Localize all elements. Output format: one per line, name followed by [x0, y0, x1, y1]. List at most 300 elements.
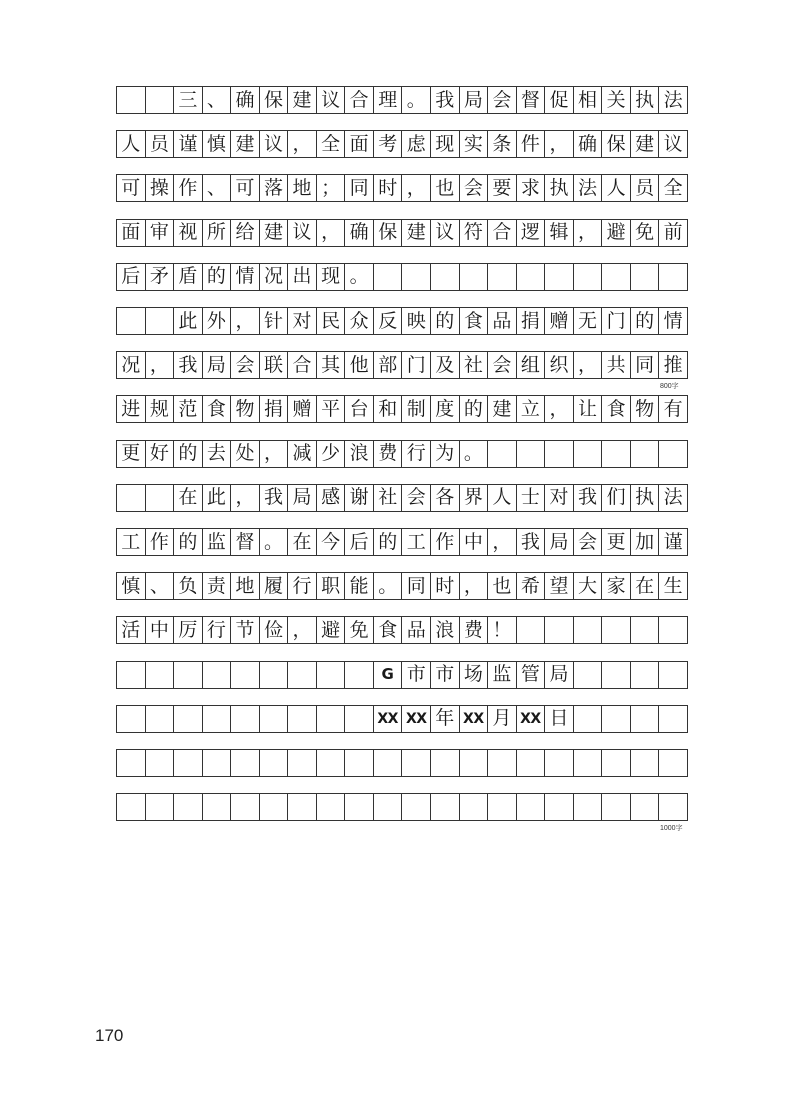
- grid-cell: ，: [574, 220, 603, 246]
- grid-cell: 针: [260, 308, 289, 334]
- grid-cell: ，: [288, 131, 317, 157]
- word-count-mark: 800字: [660, 383, 679, 391]
- grid-cell: [288, 706, 317, 732]
- grid-cell: [602, 794, 631, 820]
- grid-cell: [146, 794, 175, 820]
- grid-cell: [117, 706, 146, 732]
- grid-cell: 员: [146, 131, 175, 157]
- grid-cell: 虑: [402, 131, 431, 157]
- grid-cell: 赠: [545, 308, 574, 334]
- grid-cell: 人: [488, 485, 517, 511]
- grid-cell: [317, 706, 346, 732]
- grid-cell: [659, 441, 688, 467]
- grid-cell: 议: [317, 87, 346, 113]
- grid-cell: 工: [117, 529, 146, 555]
- grid-cell: 们: [602, 485, 631, 511]
- grid-cell: 节: [231, 617, 260, 643]
- grid-cell: [574, 617, 603, 643]
- grid-cell: [659, 794, 688, 820]
- grid-cell: 我: [260, 485, 289, 511]
- grid-cell: [146, 662, 175, 688]
- grid-cell: 职: [317, 573, 346, 599]
- grid-cell: 在: [288, 529, 317, 555]
- grid-cell: 能: [345, 573, 374, 599]
- grid-cell: 关: [602, 87, 631, 113]
- grid-row: [116, 130, 688, 158]
- grid-cell: 生: [659, 573, 688, 599]
- grid-cell: 执: [631, 87, 660, 113]
- grid-cell: 全: [659, 175, 688, 201]
- grid-cell: [231, 750, 260, 776]
- grid-cell: [260, 750, 289, 776]
- grid-cell: 执: [631, 485, 660, 511]
- grid-cell: 建: [631, 131, 660, 157]
- grid-cell: G: [374, 662, 403, 688]
- grid-cell: [602, 706, 631, 732]
- grid-cell: 感: [317, 485, 346, 511]
- grid-cell: 立: [517, 396, 546, 422]
- grid-cell: 的: [174, 441, 203, 467]
- grid-cell: 建: [402, 220, 431, 246]
- grid-cell: 范: [174, 396, 203, 422]
- grid-cell: 费: [374, 441, 403, 467]
- grid-cell: [402, 264, 431, 290]
- grid-cell: ，: [231, 308, 260, 334]
- grid-cell: 会: [402, 485, 431, 511]
- grid-cell: [545, 750, 574, 776]
- grid-cell: [488, 750, 517, 776]
- grid-cell: 地: [288, 175, 317, 201]
- grid-cell: 食: [460, 308, 489, 334]
- grid-cell: [545, 441, 574, 467]
- grid-cell: ；: [317, 175, 346, 201]
- grid-cell: 厉: [174, 617, 203, 643]
- grid-cell: 确: [231, 87, 260, 113]
- grid-cell: ，: [545, 396, 574, 422]
- grid-cell: [374, 264, 403, 290]
- grid-cell: 行: [402, 441, 431, 467]
- grid-cell: 会: [460, 175, 489, 201]
- grid-cell: ，: [402, 175, 431, 201]
- grid-row: [116, 484, 688, 512]
- grid-cell: [203, 706, 232, 732]
- grid-cell: 社: [460, 352, 489, 378]
- grid-cell: 行: [288, 573, 317, 599]
- grid-cell: [146, 485, 175, 511]
- grid-cell: 其: [317, 352, 346, 378]
- grid-cell: [288, 794, 317, 820]
- grid-cell: 考: [374, 131, 403, 157]
- grid-cell: 进: [117, 396, 146, 422]
- grid-cell: 希: [517, 573, 546, 599]
- grid-cell: 前: [659, 220, 688, 246]
- grid-row: [116, 572, 688, 600]
- grid-cell: 。: [374, 573, 403, 599]
- grid-cell: 更: [602, 529, 631, 555]
- grid-cell: 度: [431, 396, 460, 422]
- grid-cell: 出: [288, 264, 317, 290]
- grid-cell: 谨: [659, 529, 688, 555]
- grid-cell: 盾: [174, 264, 203, 290]
- grid-cell: 建: [231, 131, 260, 157]
- grid-cell: 督: [231, 529, 260, 555]
- grid-cell: 免: [345, 617, 374, 643]
- grid-cell: 众: [345, 308, 374, 334]
- grid-cell: ，: [574, 352, 603, 378]
- grid-cell: [374, 750, 403, 776]
- grid-cell: 对: [545, 485, 574, 511]
- grid-cell: 月: [488, 706, 517, 732]
- grid-cell: 后: [117, 264, 146, 290]
- grid-cell: 况: [260, 264, 289, 290]
- grid-cell: XX: [402, 706, 431, 732]
- grid-cell: 。: [260, 529, 289, 555]
- grid-cell: 逻: [517, 220, 546, 246]
- grid-cell: 督: [517, 87, 546, 113]
- grid-cell: 谢: [345, 485, 374, 511]
- grid-cell: [631, 441, 660, 467]
- grid-cell: [659, 662, 688, 688]
- grid-cell: 要: [488, 175, 517, 201]
- grid-cell: 建: [260, 220, 289, 246]
- grid-cell: 市: [402, 662, 431, 688]
- grid-cell: 共: [602, 352, 631, 378]
- grid-cell: 民: [317, 308, 346, 334]
- grid-cell: 同: [631, 352, 660, 378]
- grid-cell: 俭: [260, 617, 289, 643]
- grid-cell: 确: [574, 131, 603, 157]
- grid-cell: 今: [317, 529, 346, 555]
- grid-cell: 合: [345, 87, 374, 113]
- grid-cell: 、: [146, 573, 175, 599]
- grid-cell: 望: [545, 573, 574, 599]
- grid-cell: [431, 794, 460, 820]
- grid-cell: 人: [602, 175, 631, 201]
- grid-cell: 门: [602, 308, 631, 334]
- grid-row: [116, 793, 688, 821]
- grid-cell: 捐: [260, 396, 289, 422]
- grid-cell: 平: [317, 396, 346, 422]
- grid-cell: [631, 264, 660, 290]
- grid-cell: [431, 264, 460, 290]
- grid-cell: 全: [317, 131, 346, 157]
- grid-cell: 确: [345, 220, 374, 246]
- grid-cell: 好: [146, 441, 175, 467]
- grid-cell: 我: [174, 352, 203, 378]
- grid-row: [116, 528, 688, 556]
- grid-cell: 物: [631, 396, 660, 422]
- grid-cell: 他: [345, 352, 374, 378]
- grid-cell: [260, 794, 289, 820]
- grid-cell: 所: [203, 220, 232, 246]
- grid-cell: 组: [517, 352, 546, 378]
- grid-cell: [574, 706, 603, 732]
- grid-row: [116, 395, 688, 423]
- grid-cell: 工: [402, 529, 431, 555]
- grid-cell: 同: [402, 573, 431, 599]
- grid-cell: 实: [460, 131, 489, 157]
- grid-cell: 浪: [431, 617, 460, 643]
- grid-cell: ，: [260, 441, 289, 467]
- grid-cell: 为: [431, 441, 460, 467]
- grid-cell: 责: [203, 573, 232, 599]
- grid-cell: 的: [203, 264, 232, 290]
- grid-cell: 合: [288, 352, 317, 378]
- grid-cell: 作: [431, 529, 460, 555]
- grid-cell: [659, 706, 688, 732]
- grid-cell: 让: [574, 396, 603, 422]
- grid-cell: 在: [174, 485, 203, 511]
- grid-cell: 理: [374, 87, 403, 113]
- grid-cell: 捐: [517, 308, 546, 334]
- grid-cell: 反: [374, 308, 403, 334]
- grid-cell: 界: [460, 485, 489, 511]
- grid-cell: 监: [488, 662, 517, 688]
- grid-cell: 审: [146, 220, 175, 246]
- grid-row: [116, 263, 688, 291]
- grid-cell: 和: [374, 396, 403, 422]
- grid-cell: [317, 794, 346, 820]
- grid-cell: 现: [317, 264, 346, 290]
- grid-cell: [488, 264, 517, 290]
- grid-cell: [460, 264, 489, 290]
- grid-row: [116, 749, 688, 777]
- grid-row: [116, 616, 688, 644]
- grid-cell: 后: [345, 529, 374, 555]
- grid-cell: [174, 662, 203, 688]
- grid-cell: [288, 750, 317, 776]
- grid-cell: 场: [460, 662, 489, 688]
- grid-cell: [631, 750, 660, 776]
- grid-cell: 少: [317, 441, 346, 467]
- grid-cell: 局: [460, 87, 489, 113]
- grid-cell: [517, 617, 546, 643]
- grid-cell: 中: [146, 617, 175, 643]
- grid-cell: 三: [174, 87, 203, 113]
- grid-cell: 我: [517, 529, 546, 555]
- grid-cell: [602, 264, 631, 290]
- grid-cell: [203, 750, 232, 776]
- grid-cell: 人: [117, 131, 146, 157]
- grid-cell: [117, 308, 146, 334]
- grid-cell: [117, 662, 146, 688]
- grid-cell: [174, 706, 203, 732]
- grid-cell: 也: [488, 573, 517, 599]
- grid-cell: XX: [460, 706, 489, 732]
- grid-cell: 会: [488, 352, 517, 378]
- grid-cell: 士: [517, 485, 546, 511]
- grid-cell: 。: [402, 87, 431, 113]
- grid-cell: [146, 87, 175, 113]
- grid-cell: [602, 750, 631, 776]
- grid-cell: 品: [488, 308, 517, 334]
- grid-cell: 会: [231, 352, 260, 378]
- grid-cell: 情: [231, 264, 260, 290]
- grid-cell: 负: [174, 573, 203, 599]
- grid-cell: 操: [146, 175, 175, 201]
- grid-cell: [345, 794, 374, 820]
- grid-cell: [146, 308, 175, 334]
- grid-cell: 保: [602, 131, 631, 157]
- grid-cell: [517, 264, 546, 290]
- grid-cell: 此: [174, 308, 203, 334]
- grid-cell: 可: [117, 175, 146, 201]
- grid-cell: [117, 750, 146, 776]
- grid-cell: [345, 750, 374, 776]
- grid-cell: [260, 662, 289, 688]
- grid-cell: 面: [117, 220, 146, 246]
- grid-cell: 物: [231, 396, 260, 422]
- grid-cell: 加: [631, 529, 660, 555]
- grid-cell: [574, 794, 603, 820]
- grid-cell: [488, 441, 517, 467]
- grid-cell: 织: [545, 352, 574, 378]
- grid-cell: 无: [574, 308, 603, 334]
- grid-cell: 的: [431, 308, 460, 334]
- grid-row: [116, 219, 688, 247]
- grid-cell: 局: [288, 485, 317, 511]
- grid-row: [116, 705, 688, 733]
- grid-row: [116, 174, 688, 202]
- grid-cell: 符: [460, 220, 489, 246]
- grid-cell: 法: [574, 175, 603, 201]
- grid-cell: 此: [203, 485, 232, 511]
- grid-cell: 推: [659, 352, 688, 378]
- grid-cell: ，: [460, 573, 489, 599]
- grid-cell: 的: [460, 396, 489, 422]
- grid-cell: [574, 264, 603, 290]
- grid-cell: ，: [317, 220, 346, 246]
- grid-cell: 避: [317, 617, 346, 643]
- grid-cell: [402, 750, 431, 776]
- grid-cell: [146, 706, 175, 732]
- grid-row: [116, 661, 688, 689]
- grid-cell: [517, 441, 546, 467]
- grid-cell: 年: [431, 706, 460, 732]
- grid-cell: 对: [288, 308, 317, 334]
- grid-cell: ！: [488, 617, 517, 643]
- grid-cell: [631, 706, 660, 732]
- grid-cell: [431, 750, 460, 776]
- grid-row: [116, 86, 688, 114]
- grid-cell: 部: [374, 352, 403, 378]
- grid-cell: 视: [174, 220, 203, 246]
- grid-cell: 浪: [345, 441, 374, 467]
- grid-cell: 制: [402, 396, 431, 422]
- grid-cell: XX: [517, 706, 546, 732]
- grid-cell: 辑: [545, 220, 574, 246]
- grid-cell: 食: [374, 617, 403, 643]
- grid-cell: [602, 662, 631, 688]
- grid-cell: 可: [231, 175, 260, 201]
- grid-cell: [460, 750, 489, 776]
- grid-cell: 市: [431, 662, 460, 688]
- grid-cell: 的: [174, 529, 203, 555]
- grid-cell: 履: [260, 573, 289, 599]
- grid-cell: 。: [460, 441, 489, 467]
- grid-cell: [203, 794, 232, 820]
- grid-cell: [317, 750, 346, 776]
- grid-cell: [460, 794, 489, 820]
- grid-cell: 行: [203, 617, 232, 643]
- grid-cell: 件: [517, 131, 546, 157]
- grid-cell: 给: [231, 220, 260, 246]
- grid-cell: 时: [431, 573, 460, 599]
- grid-cell: 局: [545, 662, 574, 688]
- grid-cell: [602, 441, 631, 467]
- grid-cell: [146, 750, 175, 776]
- grid-cell: ，: [288, 617, 317, 643]
- grid-cell: 。: [345, 264, 374, 290]
- grid-cell: 管: [517, 662, 546, 688]
- grid-cell: 的: [631, 308, 660, 334]
- grid-cell: 会: [488, 87, 517, 113]
- grid-cell: 更: [117, 441, 146, 467]
- grid-cell: [659, 617, 688, 643]
- grid-cell: [174, 750, 203, 776]
- grid-cell: [231, 794, 260, 820]
- grid-cell: 条: [488, 131, 517, 157]
- grid-cell: [659, 750, 688, 776]
- grid-cell: 避: [602, 220, 631, 246]
- grid-cell: 在: [631, 573, 660, 599]
- grid-cell: ，: [146, 352, 175, 378]
- grid-cell: 现: [431, 131, 460, 157]
- grid-cell: [574, 662, 603, 688]
- grid-cell: ，: [545, 131, 574, 157]
- grid-cell: 、: [203, 87, 232, 113]
- grid-cell: 议: [260, 131, 289, 157]
- grid-cell: [345, 706, 374, 732]
- grid-cell: 映: [402, 308, 431, 334]
- word-count-mark: 1000字: [660, 825, 683, 833]
- grid-cell: 大: [574, 573, 603, 599]
- grid-cell: 员: [631, 175, 660, 201]
- grid-cell: [631, 662, 660, 688]
- grid-cell: [631, 617, 660, 643]
- grid-cell: 谨: [174, 131, 203, 157]
- grid-cell: 也: [431, 175, 460, 201]
- grid-cell: 议: [288, 220, 317, 246]
- grid-cell: [402, 794, 431, 820]
- grid-cell: 作: [174, 175, 203, 201]
- grid-cell: 费: [460, 617, 489, 643]
- grid-cell: [345, 662, 374, 688]
- grid-cell: 慎: [203, 131, 232, 157]
- grid-cell: 落: [260, 175, 289, 201]
- grid-cell: 法: [659, 87, 688, 113]
- grid-cell: [545, 617, 574, 643]
- grid-cell: 建: [288, 87, 317, 113]
- grid-cell: [631, 794, 660, 820]
- grid-cell: 家: [602, 573, 631, 599]
- grid-cell: 保: [374, 220, 403, 246]
- grid-cell: 面: [345, 131, 374, 157]
- grid-cell: [117, 485, 146, 511]
- grid-cell: [517, 794, 546, 820]
- grid-cell: 活: [117, 617, 146, 643]
- grid-cell: 求: [517, 175, 546, 201]
- grid-cell: 议: [659, 131, 688, 157]
- grid-cell: 监: [203, 529, 232, 555]
- grid-cell: 各: [431, 485, 460, 511]
- grid-cell: [517, 750, 546, 776]
- grid-cell: [231, 662, 260, 688]
- grid-cell: [260, 706, 289, 732]
- grid-cell: 合: [488, 220, 517, 246]
- grid-cell: 相: [574, 87, 603, 113]
- grid-cell: XX: [374, 706, 403, 732]
